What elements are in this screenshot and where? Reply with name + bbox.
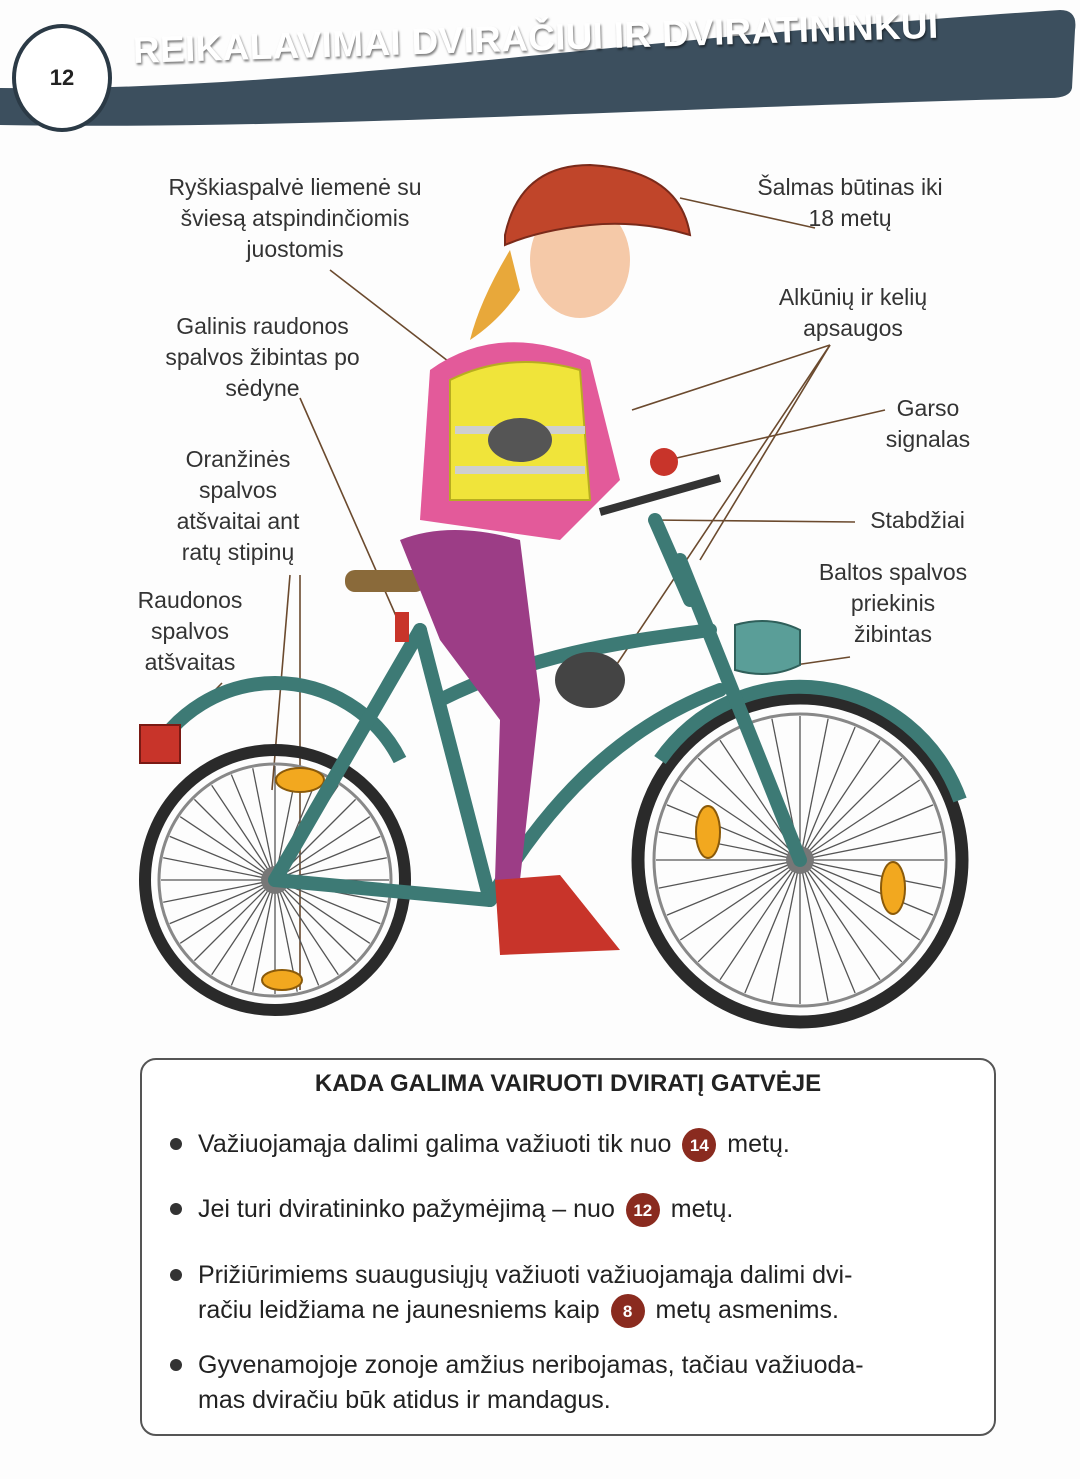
wheel-spoke — [194, 880, 275, 961]
label-line: sėdyne — [225, 375, 300, 401]
label-front-light — [795, 557, 991, 650]
saddle — [345, 570, 425, 592]
rule-text: metų. — [670, 1195, 734, 1223]
age-badge: 12 — [626, 1193, 660, 1227]
wheel-spoke — [800, 758, 902, 860]
label-brakes — [850, 505, 985, 536]
label-line: žibintas — [854, 621, 932, 647]
front-light — [735, 621, 800, 674]
label-helmet — [730, 172, 970, 234]
label-line: Raudonos — [137, 587, 243, 613]
label-line: priekinis — [850, 590, 936, 616]
spoke-reflector — [881, 862, 905, 914]
age-badge: 14 — [682, 1128, 716, 1162]
rear-reflector — [140, 725, 180, 763]
rule-text: Jei turi dviratininko pažymėjimą – nuo — [198, 1195, 615, 1223]
bell — [650, 448, 678, 476]
label-line: juostomis — [246, 236, 344, 262]
label-line: atšvaitai ant — [176, 508, 300, 534]
rule-text: mas dviračiu būk atidus ir mandagus. — [198, 1386, 611, 1414]
wheel-spoke — [194, 799, 275, 880]
handlebar — [600, 478, 720, 512]
rule-item — [170, 1348, 864, 1418]
label-line: ratų stipinų — [181, 539, 295, 565]
label-line: 18 metų — [808, 205, 892, 231]
elbow-pad — [488, 418, 552, 462]
spoke-reflector — [262, 970, 302, 990]
label-line: signalas — [885, 426, 971, 452]
label-line: Stabdžiai — [870, 507, 965, 533]
rules-title: KADA GALIMA VAIRUOTI DVIRATĮ GATVĖJE — [314, 1070, 822, 1097]
spoke-reflector — [696, 806, 720, 858]
rear-light — [395, 612, 409, 642]
knee-pad — [555, 652, 625, 708]
label-pads — [740, 282, 966, 344]
rule-text: metų asmenims. — [655, 1296, 839, 1324]
rule-text: metų. — [727, 1130, 790, 1158]
label-line: Galinis raudonos — [176, 313, 349, 339]
label-rear-light — [135, 311, 390, 404]
rule-item — [170, 1127, 790, 1162]
label-line: spalvos žibintas po — [165, 344, 360, 370]
rule-text: Gyvenamojoje zonoje amžius neribojamas, tačiau važiuoda- — [198, 1351, 864, 1379]
label-line: atšvaitas — [144, 649, 236, 675]
rule-item — [170, 1192, 733, 1227]
label-line: Ryškiaspalvė liemenė su — [168, 174, 422, 200]
age-badge: 8 — [611, 1294, 645, 1328]
label-line: Alkūnių ir kelių — [778, 284, 928, 310]
rule-item — [170, 1258, 852, 1328]
rule-text: Važiuojamąja dalimi galima važiuoti tik nuo — [198, 1130, 672, 1158]
label-line: spalvos — [151, 618, 229, 644]
page-title: REIKALAVIMAI DVIRAČIUI IR DVIRATININKUI — [132, 4, 940, 71]
label-line: Oranžinės — [185, 446, 291, 472]
rider — [400, 165, 690, 955]
label-line: spalvos — [199, 477, 277, 503]
page-number: 12 — [49, 65, 75, 90]
label-line: Garso — [896, 395, 960, 421]
label-line: Šalmas būtinas iki — [757, 174, 943, 200]
label-line: Baltos spalvos — [818, 559, 968, 585]
rule-text: Prižiūrimiems suaugusiųjų važiuoti važiuojamąja dalimi dvi- — [198, 1261, 853, 1289]
rules-box — [140, 1058, 996, 1436]
label-line: apsaugos — [803, 315, 903, 341]
bullet-icon — [170, 1138, 182, 1150]
label-line: šviesą atspindinčiomis — [180, 205, 410, 231]
label-rear-reflector — [115, 585, 265, 678]
label-vest — [145, 172, 445, 265]
wheel-spoke — [698, 860, 800, 962]
label-bell — [868, 393, 988, 455]
label-spoke-reflectors — [148, 444, 328, 568]
bullet-icon — [170, 1269, 182, 1281]
bullet-icon — [170, 1203, 182, 1215]
rule-text: račiu leidžiama ne jaunesniems kaip — [198, 1296, 600, 1324]
spoke-reflector — [276, 768, 324, 792]
bullet-icon — [170, 1359, 182, 1371]
